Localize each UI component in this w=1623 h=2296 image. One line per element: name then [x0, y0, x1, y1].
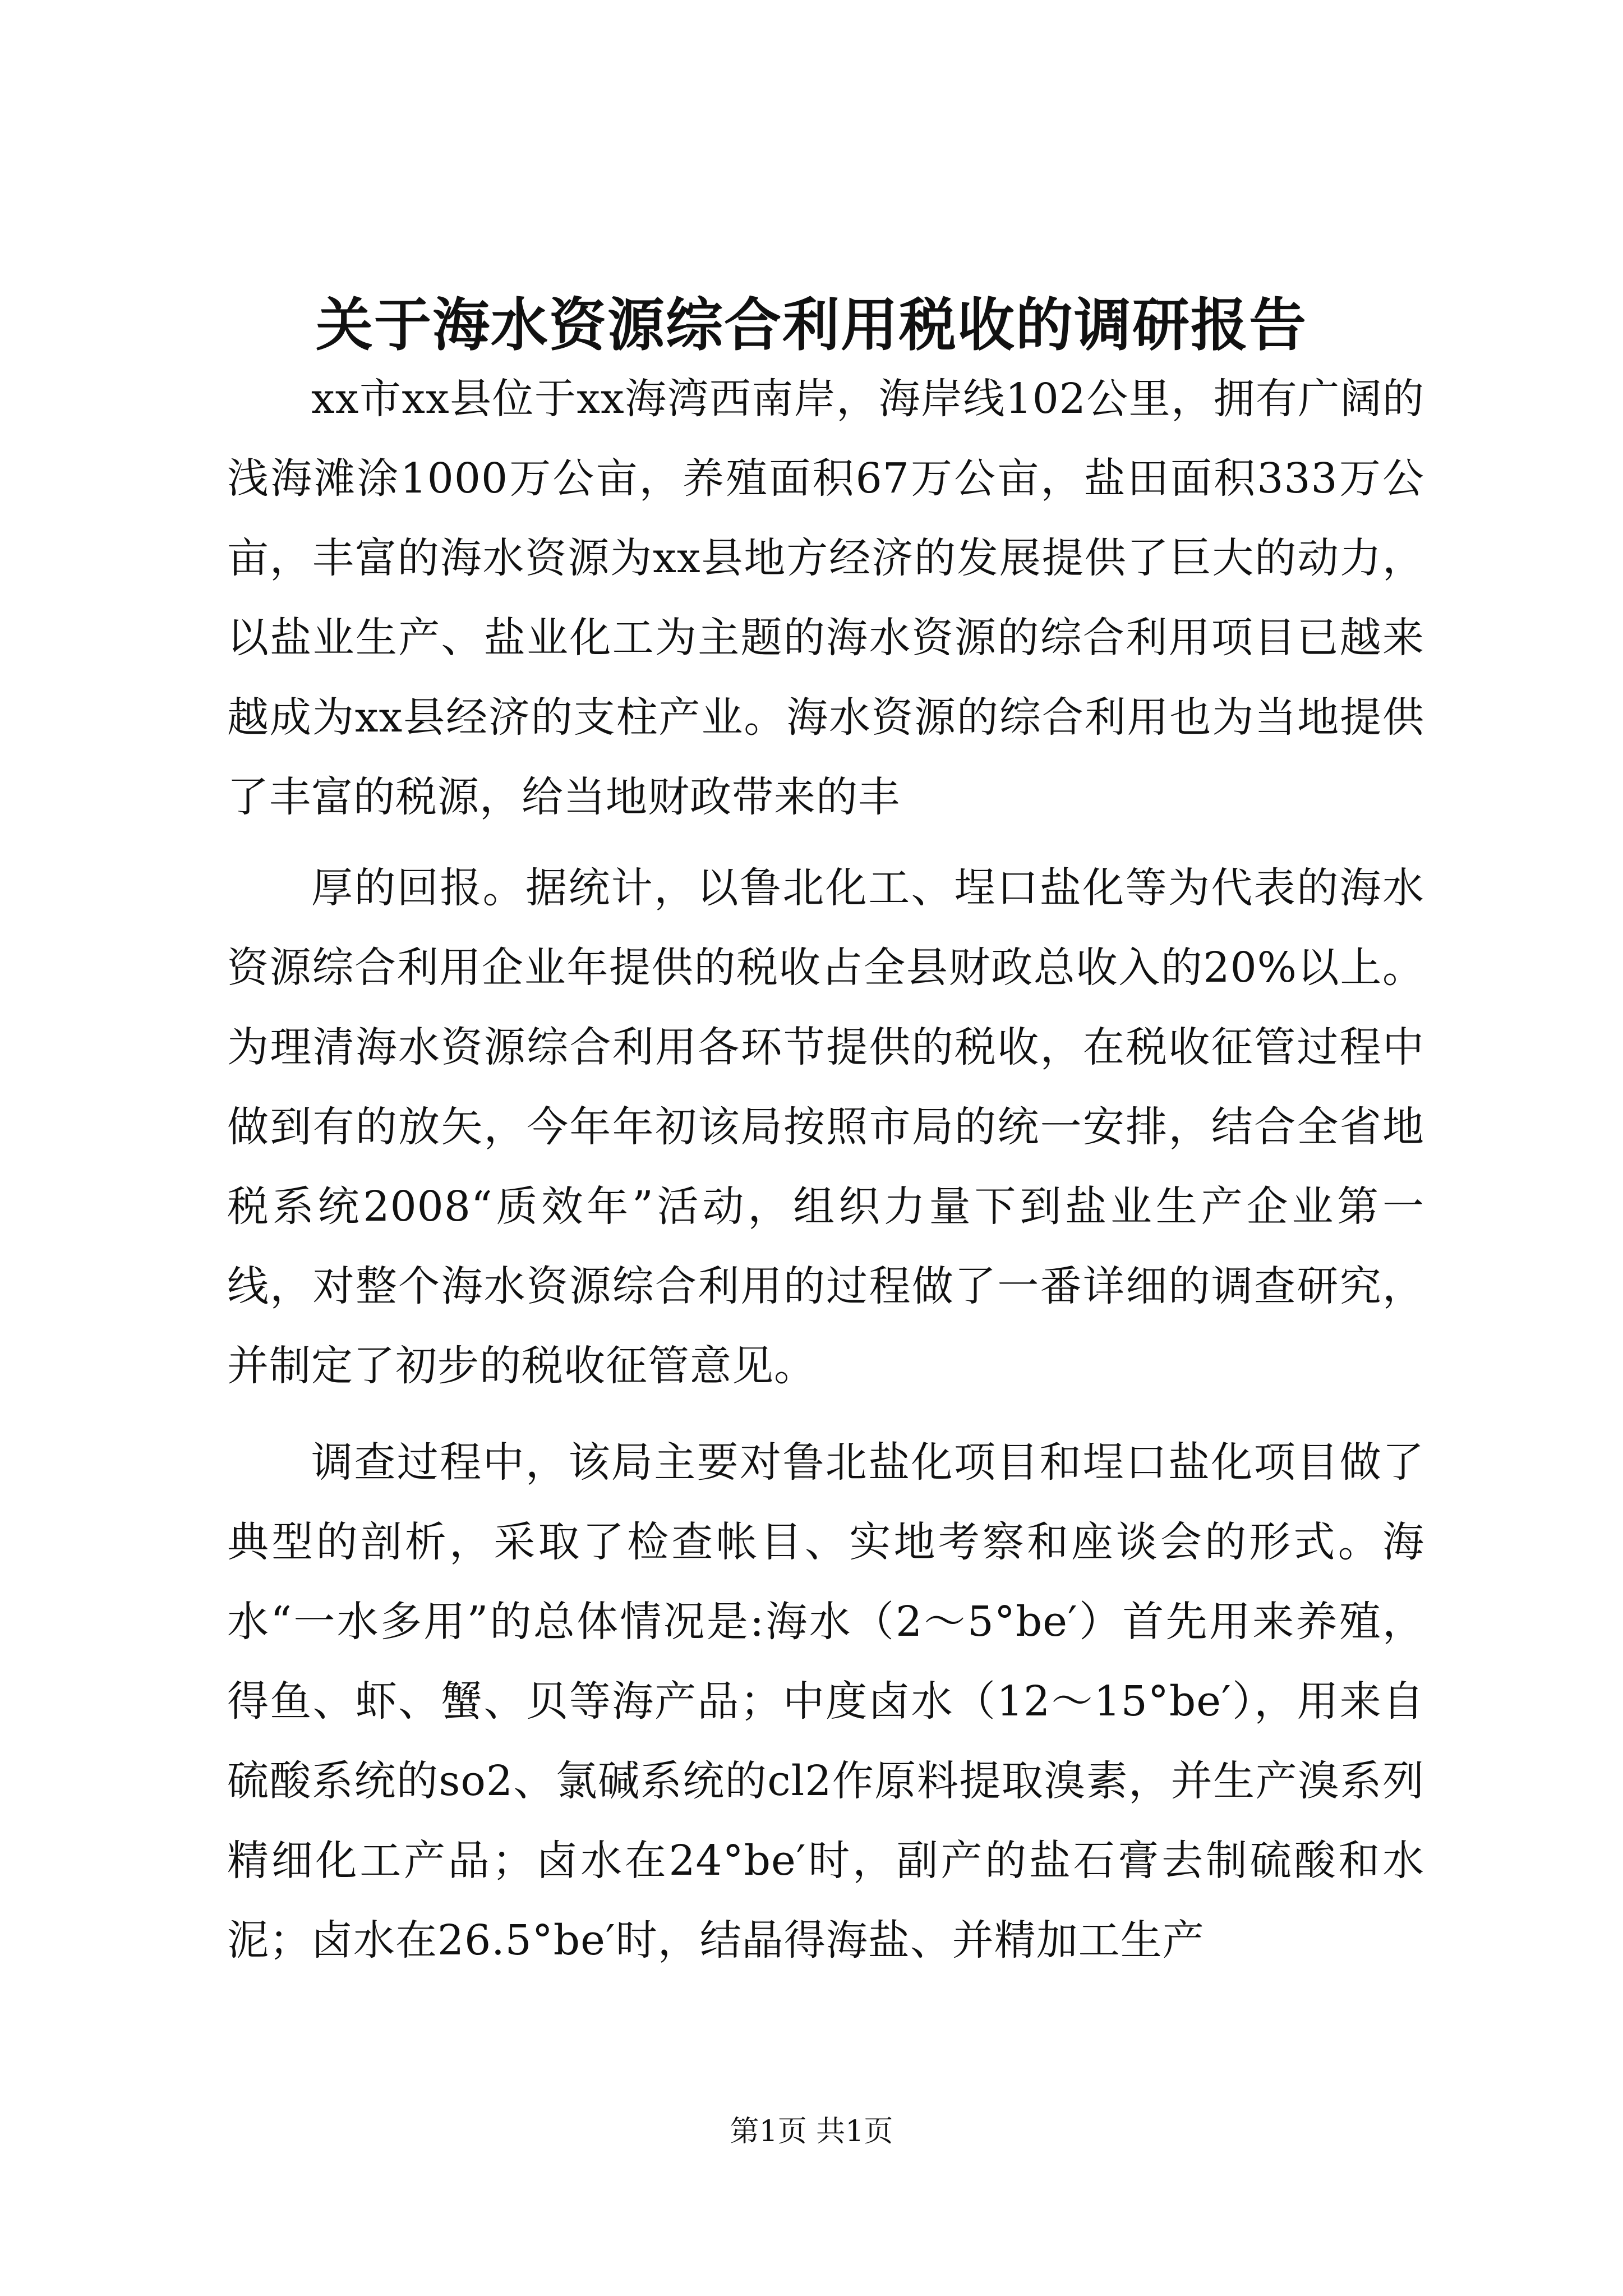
paragraph-3: 调查过程中，该局主要对鲁北盐化项目和埕口盐化项目做了典型的剖析，采取了检查帐目、实地考察和座谈会的形式。海水“一水多用”的总体情况是:海水（2～5°be′）首先用来养殖，得鱼、虾、蟹、贝等海产品；中度卤水（12～15°be′），用来自硫酸系统的so2、氯碱系统的cl2作原料提取溴素，并生产溴系列精细化工产品；卤水在24°be′时，副产的盐石膏去制硫酸和水泥；卤水在26.5°be′时，结晶得海盐、并精加工生产 [227, 1438, 1424, 1964]
paragraph-1: xx市xx县位于xx海湾西南岸，海岸线102公里，拥有广阔的浅海滩涂1000万公亩，养殖面积67万公亩，盐田面积333万公亩，丰富的海水资源为xx县地方经济的发展提供了巨大的动力，以盐业生产、盐业化工为主题的海水资源的综合利用项目已越来越成为xx县经济的支柱产业。海水资源的综合利用也为当地提供了丰富的税源，给当地财政带来的丰 [227, 375, 1424, 821]
paragraph-2: 厚的回报。据统计，以鲁北化工、埕口盐化等为代表的海水资源综合利用企业年提供的税收占全县财政总收入的20%以上。为理清海水资源综合利用各环节提供的税收，在税收征管过程中做到有的放矢，今年年初该局按照市局的统一安排，结合全省地税系统2008“质效年”活动，组织力量下到盐业生产企业第一线，对整个海水资源综合利用的过程做了一番详细的调查研究，并制定了初步的税收征管意见。 [227, 864, 1424, 1390]
document-title: 关于海水资源综合利用税收的调研报告 [316, 292, 1307, 359]
page-footer: 第1页 共1页 [730, 2115, 893, 2148]
document-body [227, 359, 1424, 1980]
